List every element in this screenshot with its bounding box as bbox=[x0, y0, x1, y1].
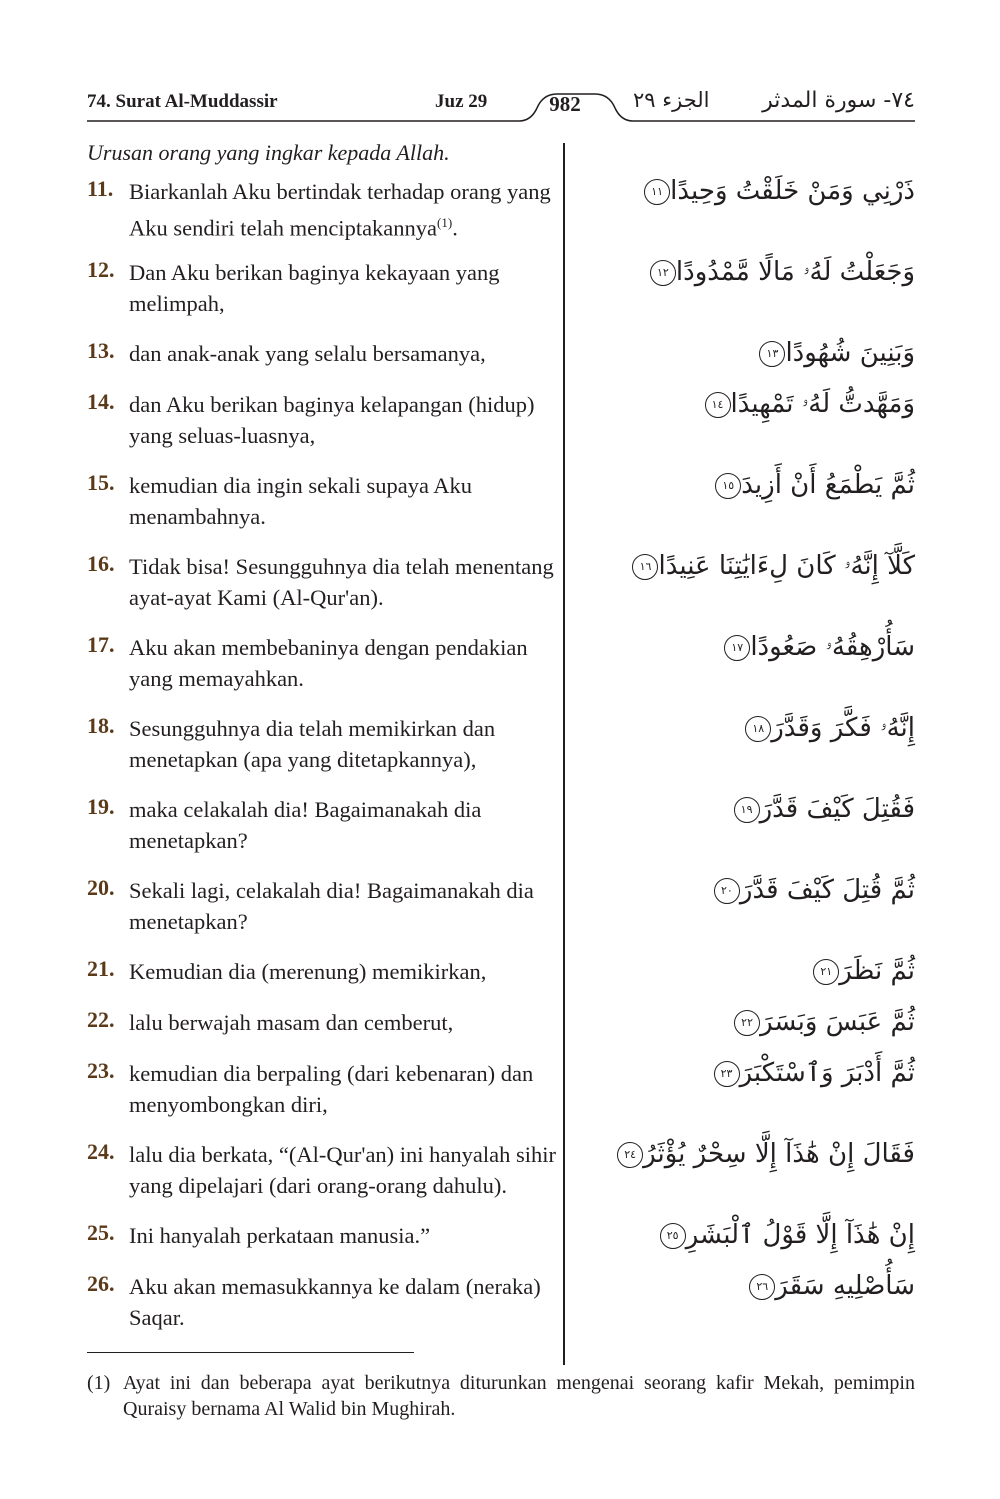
verse-arabic bbox=[595, 630, 915, 664]
header-juz-arabic: الجزء ٢٩ bbox=[633, 88, 710, 112]
arabic-text: إِنْ هَٰذَآ إِلَّا قَوْلُ ٱلْبَشَرِ bbox=[685, 1220, 915, 1250]
header-surah-arabic: ٧٤- سورة المدثر bbox=[762, 88, 915, 113]
arabic-text: وَجَعَلْتُ لَهُۥ مَالًا مَّمْدُودًا bbox=[675, 257, 915, 287]
footnote-rule bbox=[87, 1352, 414, 1353]
verse-translation: Sesungguhnya dia telah memikirkan dan menetapkan (apa yang ditetapkannya), bbox=[129, 716, 496, 772]
verse-arabic bbox=[595, 468, 915, 502]
verse-arabic bbox=[595, 1005, 915, 1039]
footnote-reference[interactable]: (1) bbox=[437, 215, 453, 230]
arabic-text: ثُمَّ قُتِلَ كَيْفَ قَدَّرَ bbox=[739, 875, 915, 905]
verse-arabic bbox=[595, 1269, 915, 1303]
arabic-text: ثُمَّ عَبَسَ وَبَسَرَ bbox=[760, 1007, 915, 1037]
arabic-text: ثُمَّ يَطْمَعُ أَنْ أَزِيدَ bbox=[741, 470, 915, 500]
verse-translation: Kemudian dia (merenung) memikirkan, bbox=[129, 959, 487, 984]
arabic-text: كَلَّآ إِنَّهُۥ كَانَ لِءَايَٰتِنَا عَنِيدًا bbox=[658, 551, 915, 581]
verse-translation: Dan Aku berikan baginya kekayaan yang melimpah, bbox=[129, 260, 500, 316]
ayah-end-marker-icon: ٢١ bbox=[813, 959, 839, 985]
verse-number: 22. bbox=[87, 1007, 115, 1032]
column-divider bbox=[563, 143, 565, 1365]
arabic-text: فَقَالَ إِنْ هَٰذَآ إِلَّا سِحْرٌ يُؤْثَرُ bbox=[643, 1139, 915, 1169]
page-header bbox=[87, 88, 915, 122]
verse-translation: Sekali lagi, celakalah dia! Bagaimanakah dia menetapkan? bbox=[129, 878, 534, 934]
verse-translation: lalu dia berkata, “(Al-Qur'an) ini hanyalah sihir yang dipelajari (dari orang-orang dahulu). bbox=[129, 1142, 557, 1198]
verse-arabic bbox=[595, 255, 915, 289]
verse-translation-text: Biarkanlah Aku bertindak terhadap orang yang Aku sendiri telah menciptakannya bbox=[129, 179, 551, 241]
verse-arabic bbox=[595, 1056, 915, 1090]
section-subtitle: Urusan orang yang ingkar kepada Allah. bbox=[87, 140, 450, 165]
verse-number: 13. bbox=[87, 338, 115, 363]
verse-translation bbox=[129, 176, 559, 244]
arabic-text: ثُمَّ أَدْبَرَ وَٱسْتَكْبَرَ bbox=[739, 1058, 915, 1088]
ayah-end-marker-icon: ١٤ bbox=[705, 392, 731, 418]
arabic-text: سَأُرْهِقُهُۥ صَعُودًا bbox=[750, 632, 915, 662]
verse-arabic bbox=[595, 1137, 915, 1171]
arabic-text: فَقُتِلَ كَيْفَ قَدَّرَ bbox=[759, 794, 915, 824]
header-juz: Juz 29 bbox=[435, 91, 488, 112]
header-surah-title: 74. Surat Al-Muddassir bbox=[87, 91, 278, 112]
verse-arabic bbox=[595, 387, 915, 421]
ayah-end-marker-icon: ١٧ bbox=[724, 635, 750, 661]
verse-arabic bbox=[595, 711, 915, 745]
verse-translation: kemudian dia berpaling (dari kebenaran) dan menyombongkan diri, bbox=[129, 1061, 534, 1117]
verse-number: 23. bbox=[87, 1058, 115, 1083]
verse-number: 14. bbox=[87, 389, 115, 414]
ayah-end-marker-icon: ٢٤ bbox=[617, 1142, 643, 1168]
verse-arabic bbox=[595, 336, 915, 370]
verse-translation: Ini hanyalah perkataan manusia.” bbox=[129, 1223, 431, 1248]
verse-number: 20. bbox=[87, 875, 115, 900]
footnote-mark: (1) bbox=[87, 1372, 111, 1394]
verse-number: 25. bbox=[87, 1220, 115, 1245]
ayah-end-marker-icon: ٢٠ bbox=[714, 878, 740, 904]
verse-translation: lalu berwajah masam dan cemberut, bbox=[129, 1010, 454, 1035]
verse-translation: dan anak-anak yang selalu bersamanya, bbox=[129, 341, 486, 366]
verse-number: 21. bbox=[87, 956, 115, 981]
arabic-text: ثُمَّ نَظَرَ bbox=[839, 956, 915, 986]
page-number: 982 bbox=[549, 92, 581, 116]
ayah-end-marker-icon: ١٣ bbox=[759, 341, 785, 367]
verse-translation: maka celakalah dia! Bagaimanakah dia menetapkan? bbox=[129, 797, 482, 853]
verse-arabic bbox=[595, 1218, 915, 1252]
ayah-end-marker-icon: ٢٦ bbox=[749, 1274, 775, 1300]
ayah-end-marker-icon: ١٥ bbox=[715, 473, 741, 499]
verse-number: 11. bbox=[87, 176, 114, 201]
verse-number: 24. bbox=[87, 1139, 115, 1164]
verse-translation: Aku akan memasukkannya ke dalam (neraka) Saqar. bbox=[129, 1274, 541, 1330]
ayah-end-marker-icon: ١١ bbox=[644, 179, 670, 205]
verse-translation-tail: . bbox=[452, 215, 458, 241]
verse-number: 16. bbox=[87, 551, 115, 576]
footnote bbox=[87, 1370, 915, 1422]
ayah-end-marker-icon: ١٢ bbox=[650, 260, 676, 286]
verse-translation: Aku akan membebaninya dengan pendakian yang memayahkan. bbox=[129, 635, 528, 691]
verse-arabic bbox=[595, 873, 915, 907]
verse-number: 19. bbox=[87, 794, 115, 819]
arabic-text: إِنَّهُۥ فَكَّرَ وَقَدَّرَ bbox=[771, 713, 915, 743]
ayah-end-marker-icon: ٢٣ bbox=[714, 1061, 740, 1087]
arabic-text: وَمَهَّدتُّ لَهُۥ تَمْهِيدًا bbox=[730, 389, 915, 419]
verse-arabic bbox=[595, 174, 915, 208]
ayah-end-marker-icon: ٢٢ bbox=[734, 1010, 760, 1036]
arabic-text: وَبَنِينَ شُهُودًا bbox=[785, 338, 915, 368]
verse-number: 15. bbox=[87, 470, 115, 495]
verse-number: 18. bbox=[87, 713, 115, 738]
verse-translation: dan Aku berikan baginya kelapangan (hidup) yang seluas-luasnya, bbox=[129, 392, 535, 448]
verse-number: 17. bbox=[87, 632, 115, 657]
verse-translation: Tidak bisa! Sesungguhnya dia telah menentang ayat-ayat Kami (Al-Qur'an). bbox=[129, 554, 554, 610]
ayah-end-marker-icon: ١٦ bbox=[632, 554, 658, 580]
arabic-text: ذَرْنِي وَمَنْ خَلَقْتُ وَحِيدًا bbox=[670, 176, 915, 206]
footnote-text: Ayat ini dan beberapa ayat berikutnya diturunkan mengenai seorang kafir Mekah, pemimpin Quraisy bernama Al Walid bin Mughirah. bbox=[123, 1372, 915, 1420]
verse-number: 26. bbox=[87, 1271, 115, 1296]
verse-arabic bbox=[595, 549, 915, 583]
ayah-end-marker-icon: ١٩ bbox=[734, 797, 760, 823]
ayah-end-marker-icon: ١٨ bbox=[745, 716, 771, 742]
verse-arabic bbox=[595, 792, 915, 826]
ayah-end-marker-icon: ٢٥ bbox=[660, 1223, 686, 1249]
verse-number: 12. bbox=[87, 257, 115, 282]
verse-arabic bbox=[595, 954, 915, 988]
arabic-text: سَأُصْلِيهِ سَقَرَ bbox=[775, 1271, 915, 1301]
verse-translation: kemudian dia ingin sekali supaya Aku menambahnya. bbox=[129, 473, 473, 529]
